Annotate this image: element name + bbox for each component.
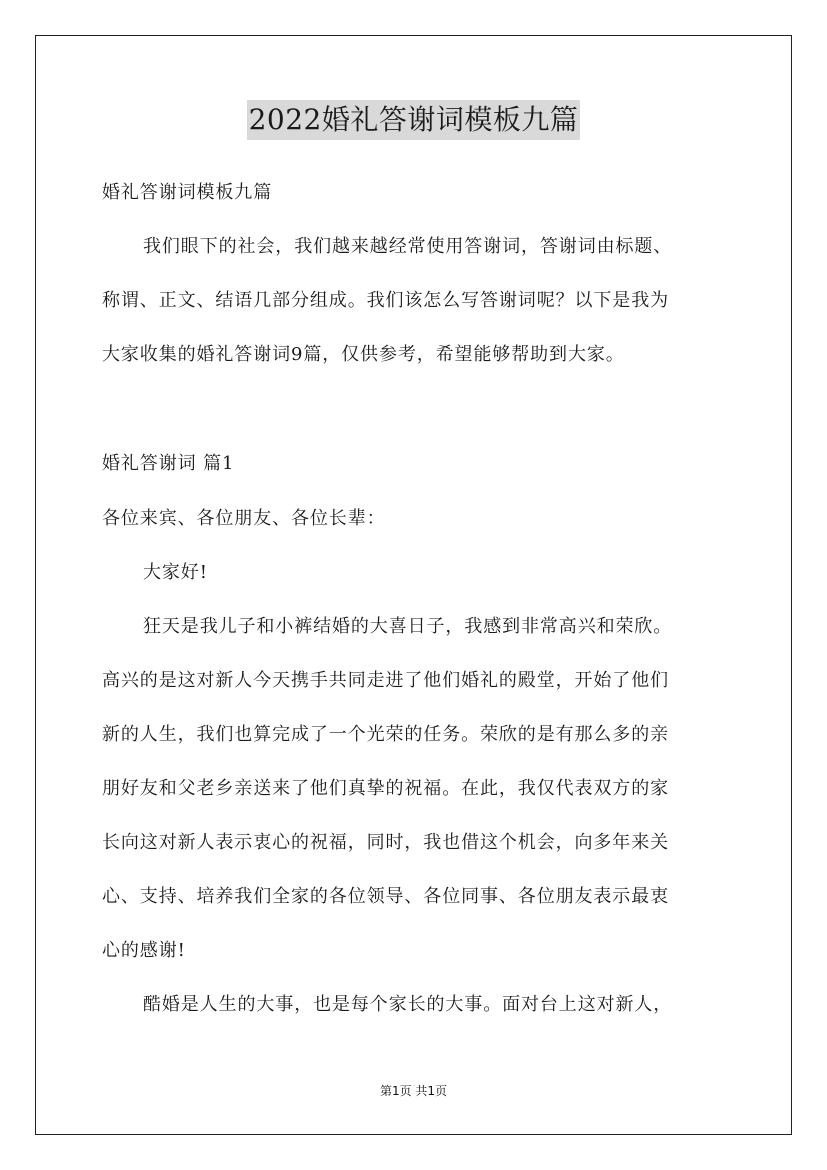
paragraph-line: 心的感谢! <box>102 940 186 961</box>
intro-line: 我们眼下的社会，我们越来越经常使用答谢词，答谢词由标题、 <box>143 236 673 257</box>
paragraph-line: 狂天是我儿子和小裤结婚的大喜日子，我感到非常高兴和荣欣。 <box>143 616 673 637</box>
section-heading: 婚礼答谢词 篇1 <box>102 453 235 474</box>
salutation: 各位来宾、各位朋友、各位长辈： <box>102 508 386 529</box>
page-footer: 第1页 共1页 <box>379 1084 448 1098</box>
paragraph-line: 心、支持、培养我们全家的各位领导、各位同事、各位朋友表示最衷 <box>102 886 669 907</box>
paragraph-line: 朋好友和父老乡亲送来了他们真挚的祝福。在此，我仅代表双方的家 <box>102 778 669 799</box>
paragraph-line: 长向这对新人表示衷心的祝福，同时，我也借这个机会，向多年来关 <box>102 832 669 853</box>
document-title: 2022婚礼答谢词模板九篇 <box>247 100 581 140</box>
intro-line: 大家收集的婚礼答谢词9篇，仅供参考，希望能够帮助到大家。 <box>102 344 625 365</box>
greeting: 大家好! <box>143 562 208 583</box>
paragraph-line: 新的人生，我们也算完成了一个光荣的任务。荣欣的是有那么多的亲 <box>102 724 669 745</box>
intro-line: 称谓、正文、结语几部分组成。我们该怎么写答谢词呢？以下是我为 <box>102 290 669 311</box>
paragraph-line: 酷婚是人生的大事，也是每个家长的大事。面对台上这对新人， <box>143 994 673 1015</box>
document-subtitle: 婚礼答谢词模板九篇 <box>102 182 273 203</box>
title-container <box>0 100 827 140</box>
paragraph-line: 高兴的是这对新人今天携手共同走进了他们婚礼的殿堂，开始了他们 <box>102 670 669 691</box>
